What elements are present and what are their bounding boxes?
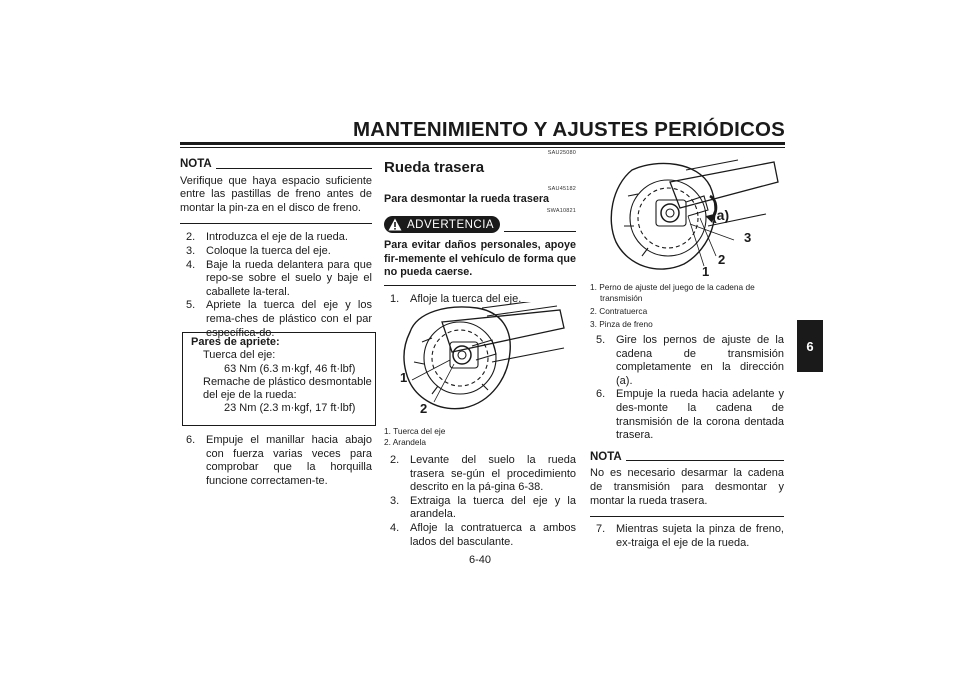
nota-end-rule <box>590 516 784 517</box>
steps-list-f <box>590 523 784 550</box>
section-code: SAU25080 <box>547 150 576 156</box>
spec-line: Remache de plástico desmontable <box>203 375 372 388</box>
steps-list-e <box>590 334 784 443</box>
nota-label: NOTA <box>180 158 212 170</box>
steps-list-b <box>180 434 372 488</box>
figure-caption-right <box>590 282 784 330</box>
caption-line: 3. Pinza de freno <box>590 319 653 329</box>
figure-label: 2 <box>420 401 428 416</box>
list-item: 3. Coloque la tuerca del eje. <box>186 244 331 257</box>
figure-label: 1 <box>702 264 710 279</box>
steps-list-d <box>384 454 576 549</box>
list-item: 1. Afloje la tuerca del eje. <box>390 292 522 305</box>
list-item: 6. Empuje la rueda hacia adelante y des-monte la cadena de transmisión de la corona dentada trasera. <box>596 388 784 442</box>
middle-column <box>384 150 576 306</box>
spec-line: Tuerca del eje: <box>203 349 276 362</box>
figure-label: (a) <box>712 207 730 223</box>
warning-badge <box>384 216 500 233</box>
left-column-lower <box>180 434 372 488</box>
caption-line: 2. Arandela <box>384 437 426 447</box>
figure-label: 3 <box>744 230 752 245</box>
list-item: 7. Mientras sujeta la pinza de freno, ex-traiga el eje de la rueda. <box>596 523 784 549</box>
axle-nut-illustration <box>392 302 572 422</box>
page-title: MANTENIMIENTO Y AJUSTES PERIÓDICOS <box>352 118 785 141</box>
warning-label: ADVERTENCIA <box>407 218 495 231</box>
warning-header <box>384 216 576 233</box>
caption-line: 1. Perno de ajuste del juego de la cadena de <box>590 282 755 292</box>
figure-caption-middle <box>384 426 576 448</box>
warning-icon <box>388 218 402 231</box>
subsection-heading: Para desmontar la rueda trasera <box>384 193 550 205</box>
spec-line: 63 Nm (6.3 m·kgf, 46 ft·lbf) <box>224 362 356 375</box>
steps-list-a <box>180 231 372 340</box>
right-column <box>590 334 784 550</box>
nota-text: No es necesario desarmar la cadena de transmisión para desmontar y montar la rueda trasera. <box>590 467 784 507</box>
nota-text: Verifique que haya espacio suficiente entre las pastillas de freno antes de montar la pin-za en el disco de freno. <box>180 174 372 214</box>
list-item: 4. Baje la rueda delantera para que repo-se sobre el suelo y baje el caballete la-teral. <box>186 258 372 298</box>
title-rule-thin <box>180 147 785 148</box>
title-rule-thick <box>180 142 785 145</box>
middle-column-lower <box>384 454 576 549</box>
nota-header <box>590 451 784 465</box>
list-item: 4. Afloje la contratuerca a ambos lados del basculante. <box>390 521 576 548</box>
section-code: SAU45182 <box>547 186 576 192</box>
warning-end-rule <box>384 285 576 286</box>
warning-code: SWA10821 <box>546 208 576 214</box>
caption-line: 1. Tuerca del eje <box>384 426 446 436</box>
list-item: 2. Introduzca el eje de la rueda. <box>186 231 348 244</box>
chapter-tab: 6 <box>797 320 823 372</box>
chain-adjuster-illustration <box>598 156 784 280</box>
nota-header <box>180 158 372 172</box>
nota-label: NOTA <box>590 450 622 463</box>
torque-spec-box <box>182 332 376 426</box>
list-item: 2. Levante del suelo la rueda trasera se-gún el procedimiento descrito en la pá-gina 6-38. <box>390 454 576 494</box>
list-item: 6. Empuje el manillar hacia abajo con fuerza varias veces para comprobar que la horquilla funcione correctamen-te. <box>186 434 372 487</box>
list-item: 5. Gire los pernos de ajuste de la cadena de transmisión completamente en la dirección (a). <box>596 334 784 387</box>
list-item: 5. Apriete la tuerca del eje y los rema-ches de plástico con el par específica-do. <box>186 299 372 339</box>
left-column <box>180 158 372 340</box>
figure-label: 2 <box>718 252 726 267</box>
figure-label: 1 <box>400 370 408 385</box>
spec-line: 23 Nm (2.3 m·kgf, 17 ft·lbf) <box>224 402 356 415</box>
page-number: 6-40 <box>468 554 492 566</box>
caption-line: transmisión <box>600 293 643 303</box>
spec-line: del eje de la rueda: <box>203 389 297 402</box>
list-item: 3. Extraiga la tuerca del eje y la arandela. <box>390 494 576 521</box>
spec-title: Pares de apriete: <box>191 336 280 348</box>
section-heading: Rueda trasera <box>384 159 485 176</box>
nota-end-rule <box>180 223 372 224</box>
warning-text: Para evitar daños personales, apoye fir-memente el vehículo de forma que no pueda caerse. <box>384 239 576 279</box>
caption-line: 2. Contratuerca <box>590 306 648 316</box>
